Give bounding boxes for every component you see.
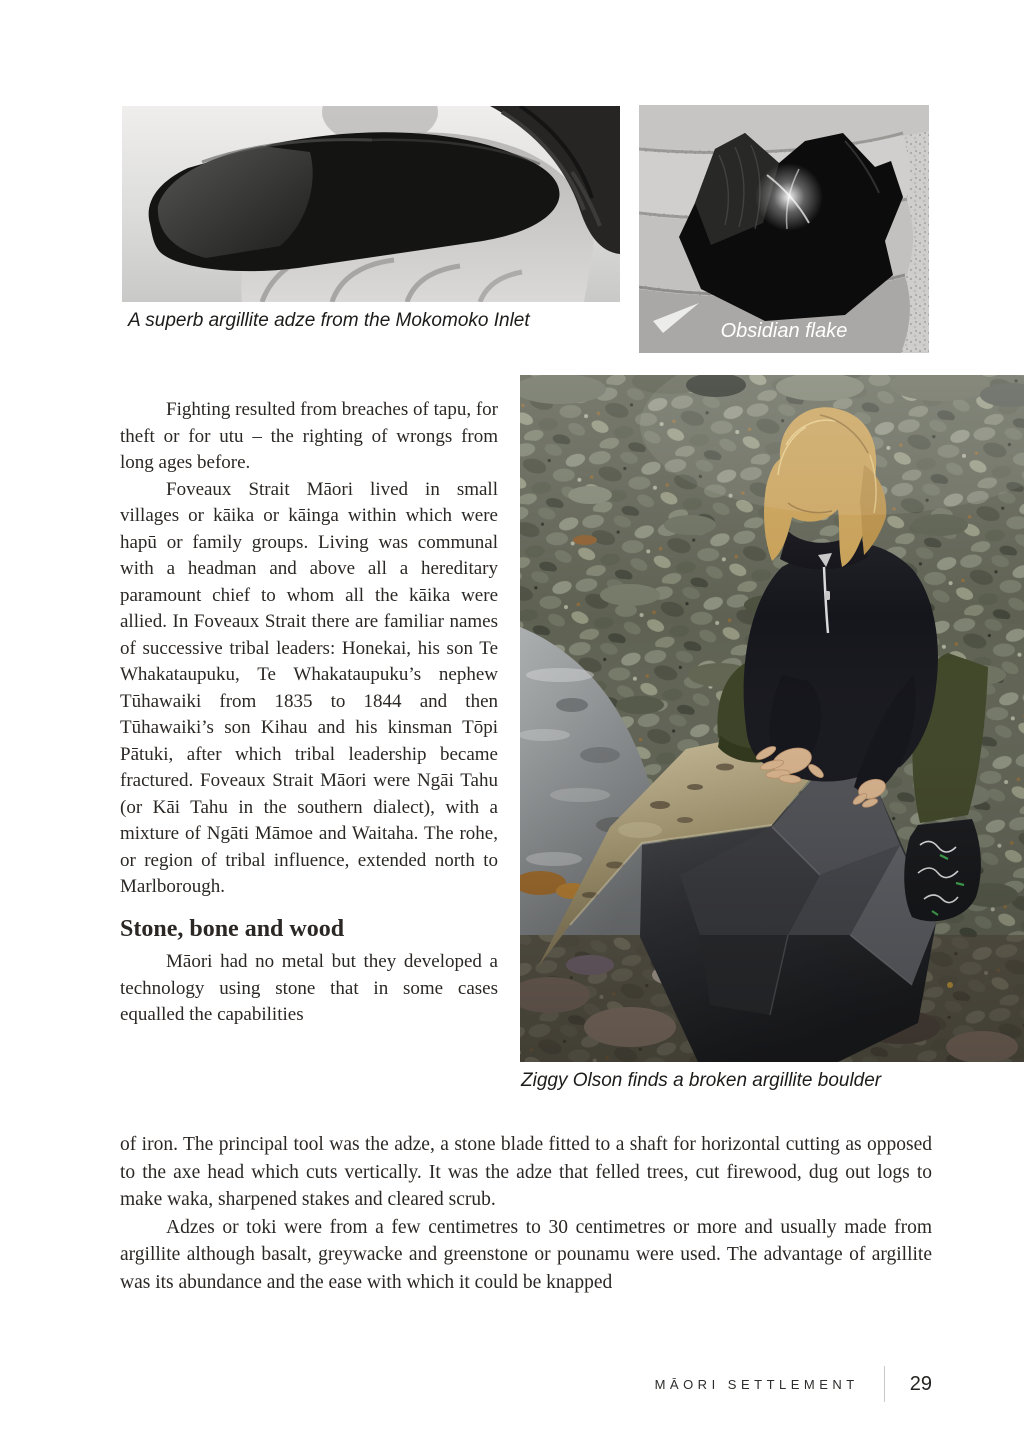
section-heading: Stone, bone and wood [120, 915, 345, 942]
footer-divider [884, 1366, 885, 1402]
ziggy-caption: Ziggy Olson finds a broken argillite boulder [521, 1070, 882, 1091]
ziggy-photo [520, 375, 1024, 1062]
obsidian-photo-art [639, 105, 929, 353]
paragraph-foveaux: Foveaux Strait Māori lived in small villages or kāika or kāinga within which were hapū or family groups. Living was communal with a headman and above all a hereditary paramount chief to whom all the kāika were allied. In Foveaux Strait there are familiar names of successive tribal leaders: Honekai, his son Te Whakataupuku, Te Whakataupuku’s nephew Tūhawaiki from 1835 to 1844 and then Tūhawaiki’s son Kihau and his kinsman Tōpi Pātuki, after which tribal leadership became fractured. Foveaux Strait Māori were Ngāi Tahu (or Kāi Tahu in the southern dialect), with a mixture of Ngāti Māmoe and Waitaha. The rohe, or region of tribal influence, extended north to Marlborough. [120, 478, 498, 897]
page-footer [655, 1364, 932, 1404]
body-column [120, 397, 498, 1029]
obsidian-caption: Obsidian flake [720, 320, 848, 342]
paragraph-adzes: Adzes or toki were from a few centimetres to 30 centimetres or more and usually made from argillite although basalt, greywacke and greenstone or pounamu were used. The advantage of argillite was its abundance and the ease with which it could be knapped [120, 1216, 932, 1293]
obsidian-photo [639, 105, 929, 353]
ziggy-photo-art [520, 375, 1024, 1062]
body-fullwidth [120, 1131, 932, 1296]
paragraph-iron: of iron. The principal tool was the adze, a stone blade fitted to a shaft for horizontal cutting as opposed to the axe head which cuts vertically. It was the adze that felled trees, cut firewood, dug out logs to make waka, sharpened stakes and cleared scrub. [120, 1134, 932, 1210]
paragraph-stone-intro: Māori had no metal but they developed a technology using stone that in some cases equalled the capabilities [120, 951, 498, 1025]
adze-photo [122, 106, 620, 302]
adze-caption: A superb argillite adze from the Mokomoko Inlet [128, 310, 530, 331]
footer-section-title: MĀORI SETTLEMENT [654, 1376, 859, 1392]
paragraph-fighting: Fighting resulted from breaches of tapu, for theft or for utu – the righting of wrongs from long ages before. [120, 399, 498, 473]
footer-page-number: 29 [909, 1372, 932, 1395]
adze-photo-art [122, 106, 620, 302]
